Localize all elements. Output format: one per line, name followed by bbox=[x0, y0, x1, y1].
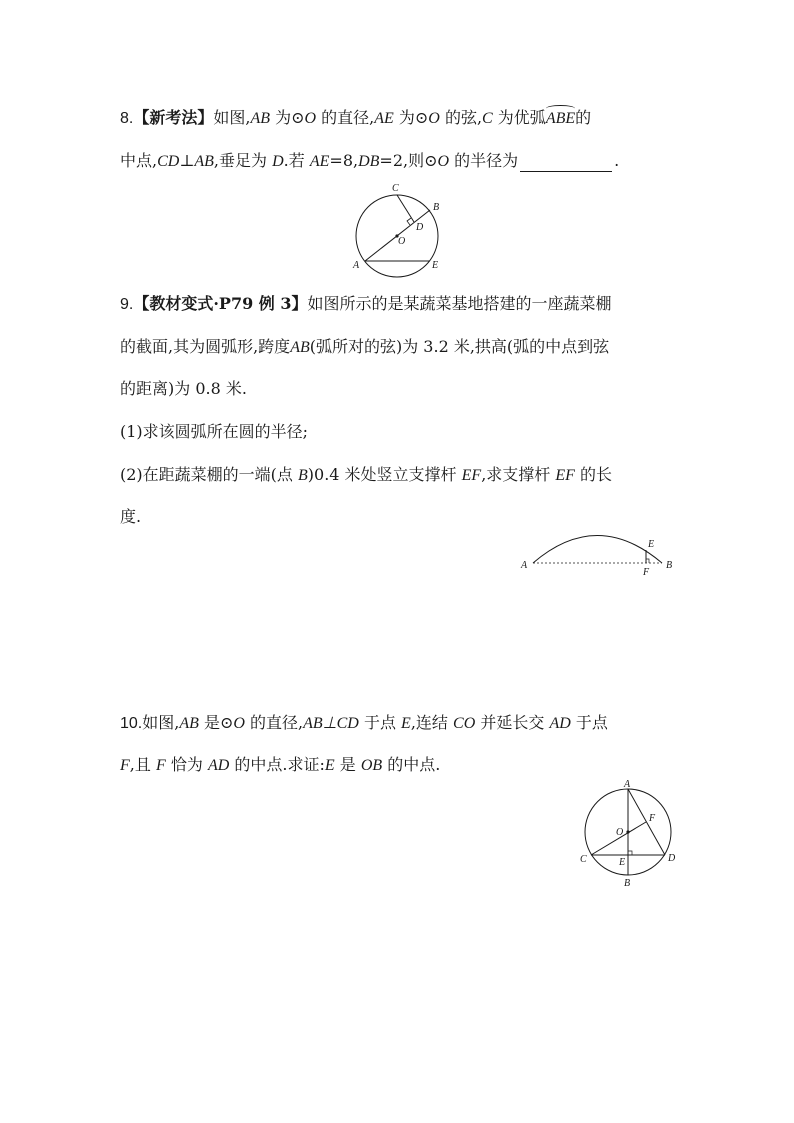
q9-line-1 bbox=[120, 294, 676, 315]
q10-label-B: B bbox=[624, 878, 631, 889]
q8-tag: 【新考法】 bbox=[133, 108, 214, 127]
q8-number: 8. bbox=[120, 110, 134, 127]
q8-text: .若 bbox=[283, 151, 310, 170]
q8-var-AE: AE bbox=[374, 110, 394, 127]
q10-var-E: E bbox=[324, 757, 335, 774]
q9-arc bbox=[533, 536, 662, 564]
q9-text: 的距离)为 0.8 米. bbox=[120, 379, 247, 398]
q10-text: 于点 bbox=[358, 713, 402, 732]
q8-text: =8, bbox=[329, 151, 359, 170]
q8-var-AE: AE bbox=[309, 153, 330, 170]
q8-var-DB: DB bbox=[358, 153, 380, 170]
q9-line-2 bbox=[120, 337, 676, 358]
q8-text: 的半径为 bbox=[449, 151, 519, 170]
q8-label-E: E bbox=[432, 260, 439, 271]
q10-line-1 bbox=[120, 713, 676, 734]
q10-var-OB: OB bbox=[360, 757, 383, 774]
q8-text: ,垂足为 bbox=[213, 151, 273, 170]
q8-var-CD: CD bbox=[157, 153, 180, 170]
q8-text: =2,则⊙ bbox=[379, 151, 438, 170]
q8-text: 中点, bbox=[120, 151, 158, 170]
q8-text: 为⊙ bbox=[393, 108, 429, 127]
q9-text: (1)求该圆弧所在圆的半径; bbox=[120, 422, 309, 441]
q10-label-O: O bbox=[616, 827, 624, 838]
q9-var-EF: EF bbox=[555, 467, 575, 484]
q8-answer-blank[interactable] bbox=[520, 155, 612, 172]
q9-label-A: A bbox=[521, 560, 528, 571]
q10-text: 的中点.求证: bbox=[229, 755, 325, 774]
q8-var-O: O bbox=[428, 110, 440, 127]
q9-text: 如图所示的是某蔬菜基地搭建的一座蔬菜棚 bbox=[307, 294, 612, 313]
q8-text: 的弦, bbox=[439, 108, 483, 127]
q10-var-AD: AD bbox=[207, 757, 230, 774]
q9-text: ,求支撑杆 bbox=[481, 465, 556, 484]
q10-var-F: F bbox=[155, 757, 166, 774]
q10-text: 是 bbox=[334, 755, 361, 774]
q10-center-point bbox=[626, 830, 629, 833]
q9-part-2 bbox=[120, 465, 676, 486]
q10-text: ,连结 bbox=[410, 713, 454, 732]
q9-var-EF: EF bbox=[461, 467, 482, 484]
q9-text: 的截面,其为圆弧形,跨度 bbox=[120, 337, 291, 356]
q9-tag: 【教材变式·P79 例 3】 bbox=[133, 294, 308, 313]
q8-right-angle-mark bbox=[407, 218, 411, 225]
q10-line-2 bbox=[120, 755, 676, 776]
q8-line-1 bbox=[120, 108, 676, 129]
q8-arc-ABE: ABE bbox=[545, 110, 576, 127]
q10-label-F: F bbox=[649, 813, 656, 824]
q9-part-1 bbox=[120, 422, 676, 442]
q8-text: 为优弧 bbox=[492, 108, 546, 127]
q10-var-AD: AD bbox=[549, 715, 571, 732]
q8-var-C: C bbox=[482, 110, 493, 127]
q10-text: 并延长交 bbox=[475, 713, 550, 732]
q10-text: 恰为 bbox=[165, 755, 208, 774]
q8-line-2 bbox=[120, 151, 676, 172]
q9-label-B: B bbox=[666, 560, 673, 571]
q9-number: 9. bbox=[120, 296, 134, 313]
q8-label-O: O bbox=[398, 236, 406, 247]
q9-label-E: E bbox=[648, 539, 655, 550]
q10-var-O: O bbox=[233, 715, 245, 732]
q8-text: 为⊙ bbox=[270, 108, 305, 127]
q10-text: 的中点. bbox=[382, 755, 441, 774]
q10-number: 10. bbox=[120, 715, 143, 732]
q10-segment-AD bbox=[628, 789, 665, 855]
q8-text: 的 bbox=[575, 108, 592, 127]
q9-var-B: B bbox=[298, 467, 308, 484]
q10-text: 的直径, bbox=[244, 713, 304, 732]
q10-label-C: C bbox=[580, 854, 587, 865]
q8-var-D: D bbox=[272, 153, 284, 170]
q10-var-AB: AB bbox=[179, 715, 199, 732]
q9-text: (2)在距蔬菜棚的一端(点 bbox=[120, 465, 298, 484]
q8-label-C: C bbox=[392, 183, 399, 194]
q9-text: )0.4 米处竖立支撑杆 bbox=[307, 465, 462, 484]
q8-text: . bbox=[614, 151, 620, 170]
q9-var-AB: AB bbox=[290, 339, 310, 356]
q8-var-AB: AB bbox=[194, 153, 214, 170]
q10-text: 于点 bbox=[570, 713, 608, 732]
q8-segment-CD bbox=[397, 195, 414, 222]
q10-right-angle-mark bbox=[628, 851, 632, 855]
q10-var-CO: CO bbox=[453, 715, 476, 732]
q8-var-O: O bbox=[304, 110, 317, 127]
q10-var-E: E bbox=[401, 715, 411, 732]
q8-text: 的直径, bbox=[316, 108, 375, 127]
q8-perp-symbol: ⊥ bbox=[179, 151, 195, 170]
q8-label-D: D bbox=[416, 222, 424, 233]
q9-text: (弧所对的弦)为 3.2 米,拱高(弧的中点到弦 bbox=[309, 337, 610, 356]
q10-var-AB-perp-CD: AB⊥CD bbox=[303, 715, 359, 732]
q9-text: 的长 bbox=[574, 465, 613, 484]
q10-figure bbox=[572, 778, 692, 890]
q9-figure bbox=[515, 528, 685, 578]
q8-var-O: O bbox=[437, 153, 450, 170]
q10-text: ,且 bbox=[129, 755, 156, 774]
q8-var-AB: AB bbox=[250, 110, 270, 127]
q8-label-A: A bbox=[353, 260, 360, 271]
q9-label-F: F bbox=[643, 567, 650, 578]
q10-label-A: A bbox=[624, 779, 631, 790]
q10-label-D: D bbox=[668, 853, 676, 864]
q9-part-2-cont bbox=[120, 507, 676, 527]
q8-figure bbox=[340, 180, 460, 280]
q9-text: 度. bbox=[120, 507, 142, 526]
q9-line-3 bbox=[120, 379, 676, 399]
q8-text: 如图, bbox=[213, 108, 251, 127]
q10-text: 如图, bbox=[142, 713, 180, 732]
q10-var-F: F bbox=[120, 757, 130, 774]
q10-label-E: E bbox=[619, 857, 626, 868]
q8-label-B: B bbox=[433, 202, 440, 213]
q10-text: 是⊙ bbox=[198, 713, 234, 732]
